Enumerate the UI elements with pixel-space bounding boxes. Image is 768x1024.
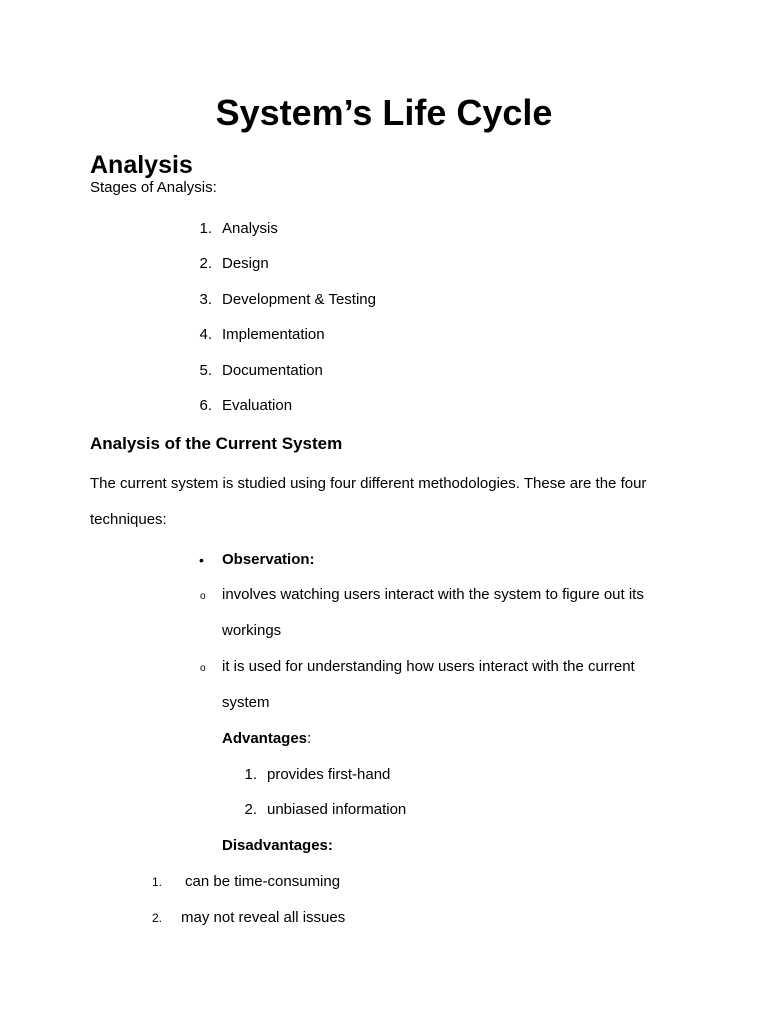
sub-point-line: involves watching users interact with the system to figure out its [222, 586, 644, 603]
paragraph-line: The current system is studied using four different methodologies. These are the four [90, 475, 647, 492]
advantages-colon: : [307, 730, 312, 747]
list-number: 5. [199, 362, 212, 379]
advantages-label: Advantages [222, 730, 308, 747]
list-item-text: Analysis [222, 220, 278, 237]
list-item-text: Development & Testing [222, 291, 376, 308]
list-number: 1. [244, 766, 257, 783]
stages-intro: Stages of Analysis: [90, 179, 217, 196]
advantages-heading [222, 731, 311, 746]
sub-point-line: system [222, 694, 270, 711]
observation-label: Observation: [222, 551, 315, 568]
list-number: 1. [199, 220, 212, 237]
list-number: 2. [152, 911, 163, 925]
list-item-text: Documentation [222, 362, 323, 379]
circle-bullet-icon: o [200, 663, 206, 674]
subsection-heading: Analysis of the Current System [90, 434, 343, 453]
document-title: System’s Life Cycle [215, 92, 553, 133]
sub-point-line: it is used for understanding how users interact with the current [222, 658, 635, 675]
list-item-text: Design [222, 255, 269, 272]
advantage-item: provides first-hand [267, 766, 391, 783]
disadvantage-item: may not reveal all issues [181, 909, 346, 926]
list-number: 1. [152, 875, 163, 889]
advantage-item: unbiased information [267, 801, 407, 818]
paragraph-line: techniques: [90, 511, 167, 528]
sub-point-line: workings [222, 622, 282, 639]
list-item-text: Implementation [222, 326, 325, 343]
list-number: 4. [199, 326, 212, 343]
section-heading-analysis: Analysis [90, 151, 193, 179]
bullet-icon: • [199, 552, 204, 568]
list-number: 2. [244, 801, 257, 818]
list-item-text: Evaluation [222, 397, 293, 414]
circle-bullet-icon: o [200, 591, 206, 602]
list-number: 6. [199, 397, 212, 414]
disadvantages-label: Disadvantages: [222, 837, 333, 854]
disadvantage-item: can be time-consuming [185, 873, 341, 890]
list-number: 3. [199, 291, 212, 308]
list-number: 2. [199, 255, 212, 272]
